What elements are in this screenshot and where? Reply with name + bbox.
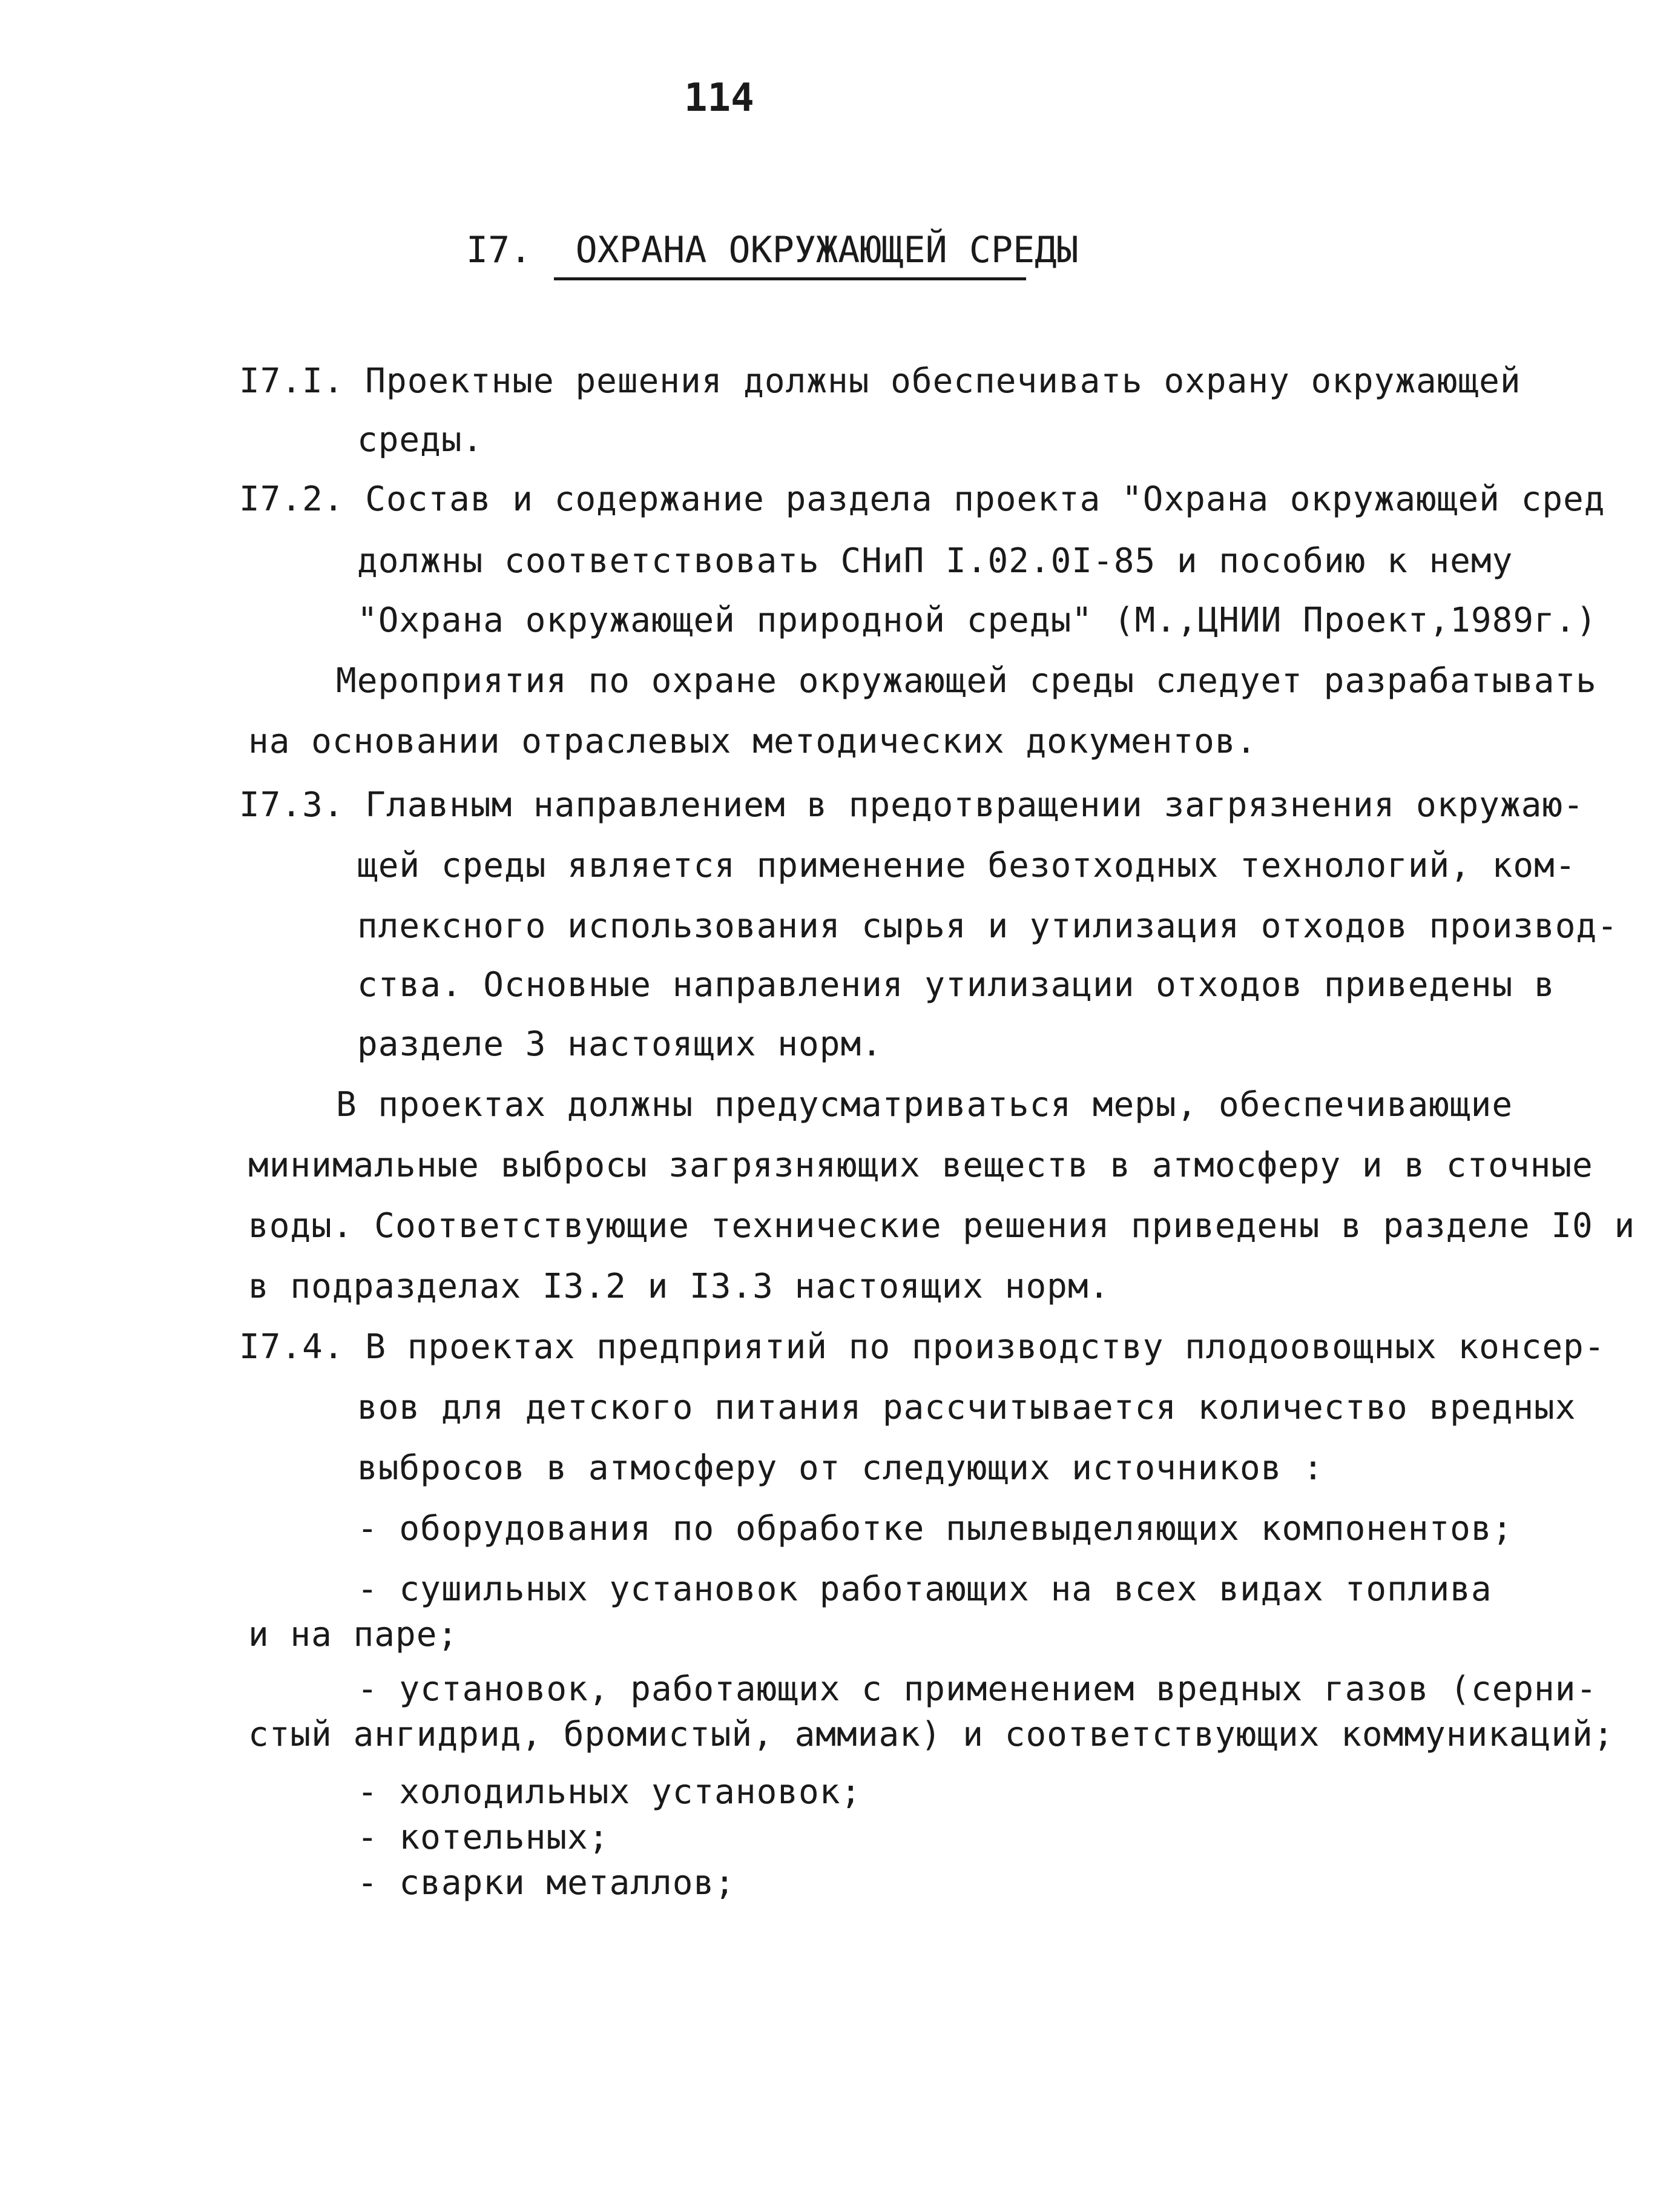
text-line: в подразделах I3.2 и I3.3 настоящих норм. xyxy=(248,1267,1110,1306)
text-line: должны соответствовать СНиП I.02.0I-85 и пособию к нему xyxy=(357,541,1513,581)
text-line: "Охрана окружающей природной среды" (М.,ЦНИИ Проект,1989г.) xyxy=(357,601,1598,640)
text-line: разделе 3 настоящих норм. xyxy=(357,1025,883,1064)
text-line: Мероприятия по охране окружающей среды следует разрабатывать xyxy=(336,661,1597,701)
text-line: - сушильных установок работающих на всех видах топлива xyxy=(357,1570,1492,1609)
text-line: вов для детского питания рассчитывается количество вредных xyxy=(357,1388,1576,1427)
text-line: стый ангидрид, бромистый, аммиак) и соответствующих коммуникаций; xyxy=(248,1715,1615,1754)
text-line: I7.3. Главным направлением в предотвращении загрязнения окружаю- xyxy=(239,785,1584,825)
section-heading xyxy=(466,229,1078,271)
text-line: - сварки металлов; xyxy=(357,1863,736,1903)
text-line: плексного использования сырья и утилизация отходов производ- xyxy=(357,906,1618,946)
text-line: воды. Соответствующие технические решения приведены в разделе I0 и xyxy=(248,1206,1636,1246)
text-line: среды. xyxy=(357,420,484,460)
text-line: В проектах должны предусматриваться меры, обеспечивающие xyxy=(336,1085,1513,1124)
text-line: на основании отраслевых методических документов. xyxy=(248,722,1257,761)
text-line: - котельных; xyxy=(357,1818,610,1857)
text-line: и на паре; xyxy=(248,1615,459,1654)
page-number: 114 xyxy=(684,76,754,121)
section-heading-text: ОХРАНА ОКРУЖАЮЩЕЙ СРЕДЫ xyxy=(575,229,1079,271)
text-line: I7.2. Состав и содержание раздела проекта "Охрана окружающей сред xyxy=(239,480,1605,519)
text-line: I7.I. Проектные решения должны обеспечивать охрану окружающей xyxy=(239,362,1521,401)
text-line: выбросов в атмосферу от следующих источников : xyxy=(357,1448,1324,1488)
section-heading-number: I7. xyxy=(466,229,532,271)
text-line: - установок, работающих с применением вредных газов (серни- xyxy=(357,1669,1598,1709)
heading-underline xyxy=(554,277,1026,280)
text-line: щей среды является применение безотходных технологий, ком- xyxy=(357,846,1576,885)
text-line: - оборудования по обработке пылевыделяющих компонентов; xyxy=(357,1509,1513,1548)
text-line: I7.4. В проектах предприятий по производству плодоовощных консер- xyxy=(239,1327,1605,1367)
text-line: минимальные выбросы загрязняющих веществ в атмосферу и в сточные xyxy=(248,1146,1593,1185)
text-line: ства. Основные направления утилизации отходов приведены в xyxy=(357,965,1555,1005)
text-line: - холодильных установок; xyxy=(357,1772,862,1812)
